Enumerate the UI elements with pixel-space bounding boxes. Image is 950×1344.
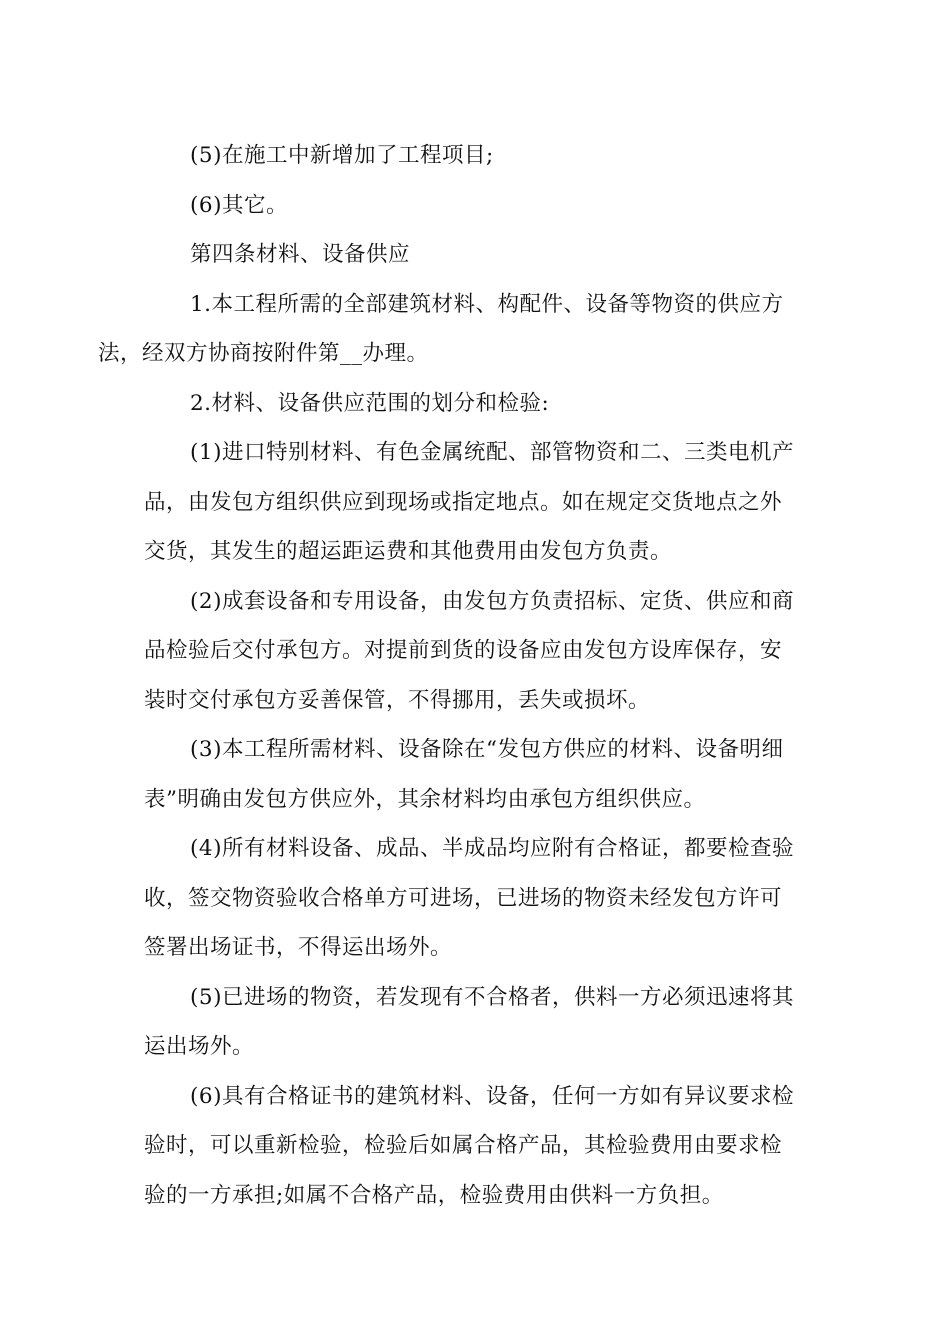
text-line: 品，由发包方组织供应到现场或指定地点。如在规定交货地点之外 (144, 489, 783, 515)
text-line: 验的一方承担;如属不合格产品，检验费用由供料一方负担。 (144, 1182, 724, 1208)
text-line: 签署出场证书，不得运出场外。 (144, 935, 453, 960)
clause-item-6-other (144, 181, 806, 231)
text-line: 表”明确由发包方供应外，其余材料均由承包方组织供应。 (144, 786, 706, 812)
text-line: (5)已进场的物资，若发现有不合格者，供料一方必须迅速将其 (190, 984, 794, 1010)
item-5-nonconforming (144, 973, 806, 1072)
paragraph-2-supply-scope (144, 379, 806, 429)
text-line: (6)其它。 (190, 192, 288, 218)
text-line: 收，签交物资验收合格单方可进场，已进场的物资未经发包方许可 (144, 885, 783, 911)
text-line: 品检验后交付承包方。对提前到货的设备应由发包方设库保存，安 (144, 638, 783, 663)
text-line: (4)所有材料设备、成品、半成品均应附有合格证，都要检查验 (190, 836, 794, 861)
paragraph-1-supply-method (98, 280, 806, 379)
item-3-other-materials (144, 725, 806, 824)
item-2-complete-equipment (144, 577, 806, 726)
text-line: (3)本工程所需材料、设备除在“发包方供应的材料、设备明细 (190, 737, 784, 762)
text-line: (5)在施工中新增加了工程项目; (190, 143, 494, 168)
text-line: 运出场外。 (144, 1034, 255, 1059)
item-4-certificates (144, 824, 806, 973)
item-1-imported-materials (144, 428, 806, 577)
text-line: 交货，其发生的超运距运费和其他费用由发包方负责。 (144, 539, 673, 564)
article-4-heading (144, 230, 806, 280)
item-6-reinspection (144, 1072, 806, 1221)
text-line: 验时，可以重新检验，检验后如属合格产品，其检验费用由要求检 (144, 1133, 783, 1158)
clause-item-5-new-projects (144, 131, 806, 181)
text-line: 法，经双方协商按附件第__办理。 (98, 341, 429, 366)
text-line: (1)进口特别材料、有色金属统配、部管物资和二、三类电机产 (190, 440, 794, 465)
text-line: 第四条材料、设备供应 (190, 242, 411, 267)
text-line: 1.本工程所需的全部建筑材料、构配件、设备等物资的供应方 (190, 291, 784, 317)
text-line: 装时交付承包方妥善保管，不得挪用，丢失或损坏。 (144, 687, 651, 713)
document-body (98, 131, 806, 1220)
text-line: 2.材料、设备供应范围的划分和检验: (190, 390, 550, 416)
text-line: (2)成套设备和专用设备，由发包方负责招标、定货、供应和商 (190, 588, 794, 614)
text-line: (6)具有合格证书的建筑材料、设备，任何一方如有异议要求检 (190, 1083, 794, 1109)
